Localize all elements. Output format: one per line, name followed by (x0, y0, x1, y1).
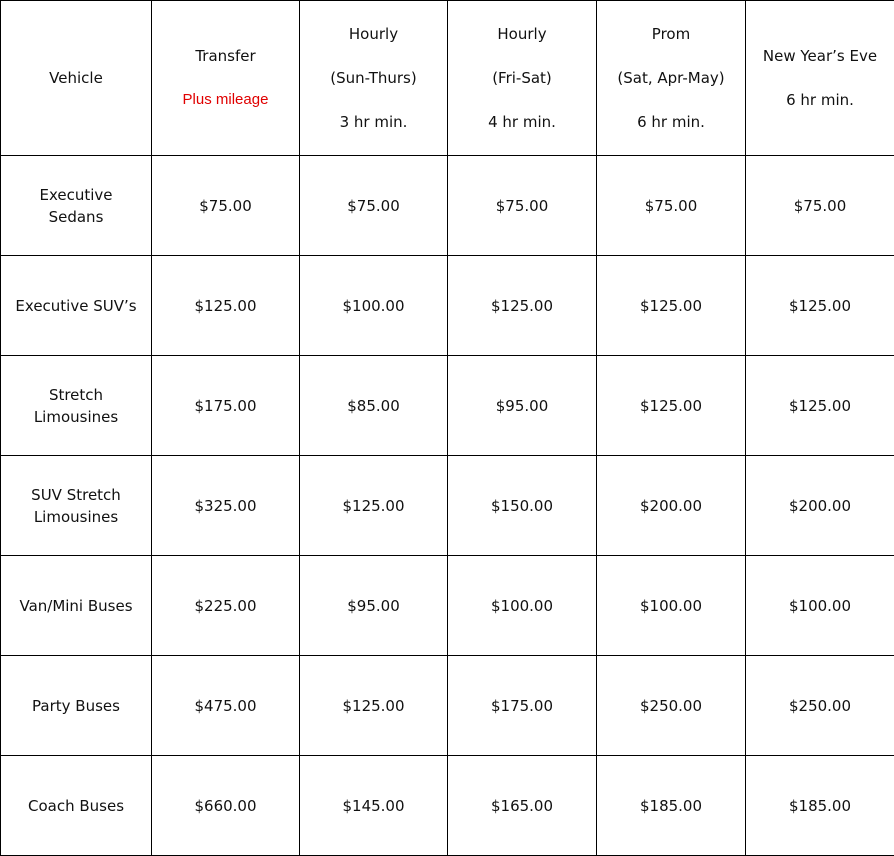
header-hourly-sun-thurs: Hourly (Sun-Thurs) 3 hr min. (300, 1, 448, 156)
table-row (1, 356, 894, 456)
price-cell-hourly-fri-sat: $150.00 (448, 456, 597, 556)
vehicle-name-cell: Executive Sedans (1, 156, 152, 256)
price-cell-hourly-fri-sat: $175.00 (448, 656, 597, 756)
price-cell-hourly-fri-sat: $75.00 (448, 156, 597, 256)
vehicle-name-cell: SUV Stretch Limousines (1, 456, 152, 556)
table-row (1, 756, 894, 856)
price-cell-prom: $250.00 (597, 656, 746, 756)
price-cell-prom: $75.00 (597, 156, 746, 256)
rate-table-body (1, 156, 894, 856)
price-cell-prom: $200.00 (597, 456, 746, 556)
price-cell-new-years-eve: $125.00 (746, 356, 894, 456)
price-cell-hourly-sun-thurs: $125.00 (300, 456, 448, 556)
price-cell-transfer: $175.00 (152, 356, 300, 456)
price-cell-new-years-eve: $250.00 (746, 656, 894, 756)
table-row (1, 256, 894, 356)
price-cell-hourly-sun-thurs: $95.00 (300, 556, 448, 656)
header-transfer: Transfer Plus mileage (152, 1, 300, 156)
price-cell-new-years-eve: $125.00 (746, 256, 894, 356)
price-cell-hourly-sun-thurs: $145.00 (300, 756, 448, 856)
price-cell-hourly-sun-thurs: $85.00 (300, 356, 448, 456)
price-cell-prom: $185.00 (597, 756, 746, 856)
price-cell-transfer: $125.00 (152, 256, 300, 356)
price-cell-prom: $125.00 (597, 256, 746, 356)
table-row (1, 456, 894, 556)
header-new-years-eve: New Year’s Eve 6 hr min. (746, 1, 894, 156)
price-cell-new-years-eve: $200.00 (746, 456, 894, 556)
price-cell-prom: $125.00 (597, 356, 746, 456)
table-row (1, 556, 894, 656)
header-vehicle: Vehicle (1, 1, 152, 156)
price-cell-new-years-eve: $75.00 (746, 156, 894, 256)
price-cell-hourly-fri-sat: $95.00 (448, 356, 597, 456)
vehicle-name-cell: Stretch Limousines (1, 356, 152, 456)
header-hourly-fri-sat: Hourly (Fri-Sat) 4 hr min. (448, 1, 597, 156)
table-row (1, 656, 894, 756)
table-row (1, 156, 894, 256)
header-row (1, 1, 894, 156)
price-cell-new-years-eve: $185.00 (746, 756, 894, 856)
price-cell-transfer: $475.00 (152, 656, 300, 756)
vehicle-name-cell: Coach Buses (1, 756, 152, 856)
price-cell-transfer: $660.00 (152, 756, 300, 856)
header-prom: Prom (Sat, Apr-May) 6 hr min. (597, 1, 746, 156)
price-cell-hourly-fri-sat: $100.00 (448, 556, 597, 656)
price-cell-hourly-sun-thurs: $75.00 (300, 156, 448, 256)
price-cell-hourly-fri-sat: $125.00 (448, 256, 597, 356)
price-cell-hourly-sun-thurs: $125.00 (300, 656, 448, 756)
price-cell-transfer: $325.00 (152, 456, 300, 556)
price-cell-transfer: $75.00 (152, 156, 300, 256)
price-cell-hourly-fri-sat: $165.00 (448, 756, 597, 856)
vehicle-name-cell: Party Buses (1, 656, 152, 756)
price-cell-prom: $100.00 (597, 556, 746, 656)
price-cell-new-years-eve: $100.00 (746, 556, 894, 656)
price-cell-transfer: $225.00 (152, 556, 300, 656)
vehicle-name-cell: Van/Mini Buses (1, 556, 152, 656)
vehicle-name-cell: Executive SUV’s (1, 256, 152, 356)
price-cell-hourly-sun-thurs: $100.00 (300, 256, 448, 356)
plus-mileage-note: Plus mileage (156, 89, 295, 111)
